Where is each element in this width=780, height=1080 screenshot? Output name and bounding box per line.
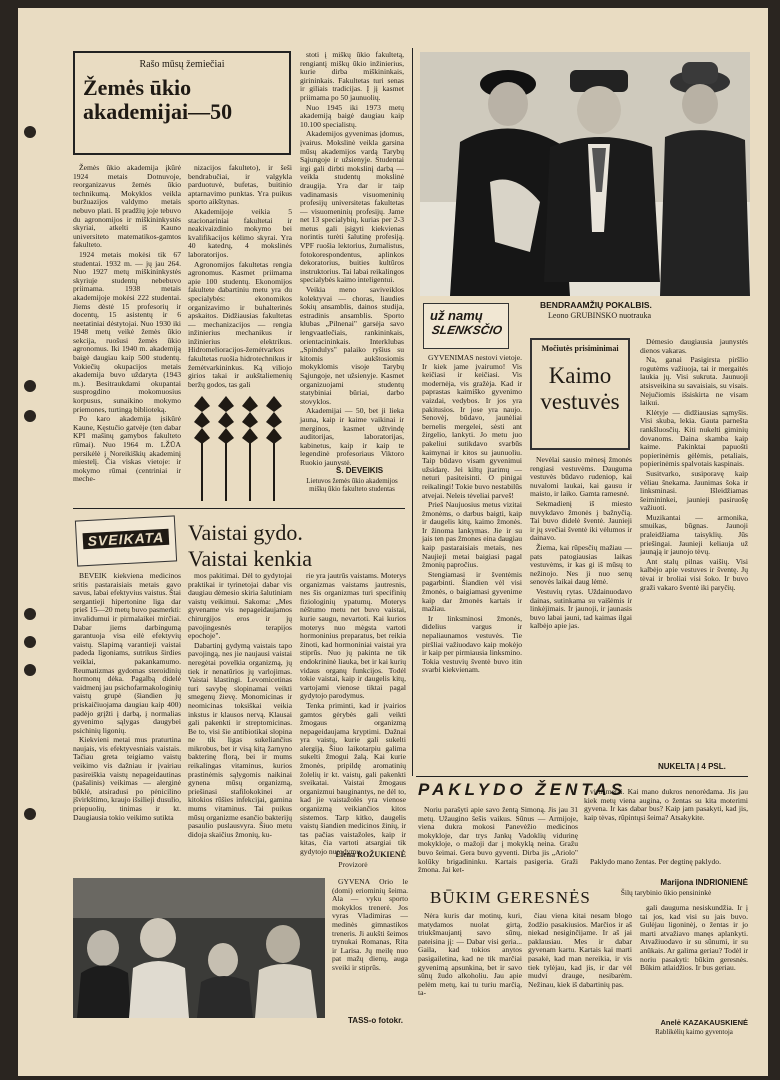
- paragraph: Noriu parašyti apie savo žentą Simoną. Jis jau 31 metų. Užaugino šešis vaikus. Sūnus — Armijoje, viena dukra mokosi Panevėžio medicinos mokykloje, dar trys Jankų Vadoklių vidurinę mokykloje, o mažoji dar į mokyklą neina. Gražu buvo šeimai. Gera buvo gyventi. Dirba jis „Ariolo" kolūky brigadininku. Kartais pasigeria. Graži žmona. Jai ket-: [418, 805, 578, 875]
- photo-caption: BENDRAAMŽIŲ POKALBIS.: [540, 300, 652, 310]
- paklydo-column-2: [584, 788, 748, 856]
- paragraph: mos pakitimai. Dėl to gydytojai praktikai ir tyrinetojai dabar vis daugiau dėmesio skiria šalutiniam vaistų veikimui. Sakoma: „Mes gyvename vis nepageidaujamos chirurgijos eros ir jų pavojingesnės terapijos epochoje".: [188, 571, 292, 641]
- paragraph: gali dauguma nesiskundžia. Ir į tai jos, kad visi su jais buvo. Gulėjau ligoninėj, o žentas ir jo marti atvažiavo manęs aplankyti. Atvažiuodavo ir su sūnumi, ir su anūkais. Ar galima geriau? Todėl ir noriu pasakyti: būkim geresnės. Būkim atlaidžios. Ir bus geriau.: [640, 903, 748, 973]
- paragraph: rie yra jautrūs vaistams. Moterys organizmas vaistams jautresnis, nes šis organizmas turi specifinių fiziologinių ypatumų. Moterys nėštumo metu net buvo vaistai, kurie saugu, nevartoti. Kai kurios moterys nuo mėgsta vartoti hormoninius preparatus, bet reikia žinoti, kad hormoniniai vaistai yra stiprūs. Nuo jų pakinta ne tik endokrininė liauka, bet ir kai kurių vidaus organų funkcijos. Todėl tokie vaistai, kaip ir daugelis kitų, vartojami vienose tiktai pagal gydytojo parodymus.: [300, 571, 406, 701]
- paragraph: Kiekvieni metai mus praturtina naujais, vis efektyvesniais vaistais. Tačiau greta teigiamo vaistų veikimo vis dažniau ir įvairiau pasireiškia vaistų nepageidautinas (pašalinis) veikimas — alerginė būklė, atsiradusi po pėnicilino įšvirkštimo, kraujo išsilieji dusulio, priepuolių, tinimas ir kt. Daugiausia tokio veikimo sutikta: [73, 735, 181, 822]
- sveikata-column-1: [73, 572, 181, 872]
- paragraph: GYVENIMAS nestovi vietoje. Ir kiek jame įvairumo! Vis keičiasi ir keičiasi. Vis modernėja, vis gražėja. Kad ir paprastas kaimiško gyvenimo vaizdai, vedybos. Ir jos yra pakitusios. Ir jose yra naujo. Senovėj, būdavo, jaunėliai bernelis mergelei, sėsti ant žirgelio, lankyti. Jo metu juo pakeliui sutikdavo svarbūs kaimynai ir kitos su jaunuoliu. Taip būdavo visam gyvenimui užsidarę. Jei kiltų įtarimų — neturi pasiteisinti. O pinigai reikalingi! Tokie buvo nestabilūs atvejai. Neleis tėveliai parveš!: [422, 353, 522, 500]
- paragraph: Dabartinį gydymą vaistais tapo pavojingą, nes jie naujausi vaistai neregėtai povelkia organizmą, jų tiek ir nenatūrios jų varlojimas. Vaistai klastingi. Levomicetinas turi savybę slopinamai veikti smegenų žievę. Monomicinas ir neomicinas toksiškai veikia inkstus ir klausos nervą. Klausai gali pakenkti ir streptomicinas. Be to, visi šie antibiotikai slopina ne tik ligas sukeliančius mikrobus, bet ir visą kitą žarnyno bakterinę florą, bei ir mums reikalingas vitaminus, kurios prastinėmis sąlygomis naikinai gynena mūsų organizmą, priešinasi stafilokokinei ar kitokios rūšies infekcijai, gamina mums vitaminus. Tai puikus mūsų organizme esančio bakterijų pasaulio puslausvyra. Šiuo metu didoja skaičius žmonių, ku-: [188, 640, 292, 839]
- sveikata-logo: [75, 515, 177, 566]
- headline-line1: Kaimo: [548, 363, 612, 388]
- bukim-column-2: [528, 912, 632, 1032]
- paklydo-signature-note: Šilų tarybinio ūkio pensininkė: [620, 888, 712, 897]
- uz-namu-logo: [423, 303, 509, 349]
- photo-children: [73, 878, 325, 1018]
- bukim-signature: Anelė KAZAKAUSKIENĖ: [660, 1018, 748, 1027]
- article-column-3: [300, 50, 404, 467]
- paragraph: Ir linksminosi žmonės, didelius vargus ir nepaliaunamos vestuvės. Tie piršliai važiuodavo kaip mokėjo ir kaip per pirmiausia linksmino. Tokia vestuvių šventė buvo itin svarbi kiekvienam.: [422, 613, 522, 675]
- sveikata-signature: Elena ROŽUKIENĖ: [335, 850, 406, 859]
- photo-elderly-men: [420, 52, 750, 296]
- bukim-column-3: [640, 904, 748, 1016]
- kaimo-vestuves-box: [530, 338, 630, 450]
- sveikata-column-2: [188, 572, 292, 872]
- kaimo-vestuves-column-1: [530, 456, 632, 774]
- article-signature: S. DEVEIKIS: [336, 466, 384, 475]
- paragraph: Nėra kuris dar motinų, kuri, matydamos nuolat girtą, triukšmaujantį savo sūnų, pateisina jį: — Dabar visi geria... Gaila, kad tokios anytos pasigailetina, kad ne tik marčiai gyvenimą apsunkina, bet ir savo sūnų žudo alkoholiu. Jau apie pelėm metų, kai tu turiu marčią, ta-: [418, 911, 522, 998]
- kaimo-vestuves-column-2: [640, 338, 748, 758]
- paragraph: Veikia meno saviveiklos kolektyvai — choras, liaudies šokių ansamblis, dainos studija, estradinis ansamblis. Sporto klubas „Pilnenai" garsėja savo lengvaatlečiais, rankininkais, orientacininkais. Interklubas „Spindulys" palaiko ryšius su kitomis aukštosiomis mokyklomis visoje Tarybų Sąjungoje, net užsienyje. Kasmet organizuojami studentų statybiniai būriai, darbo stovyklos.: [300, 285, 404, 406]
- paragraph: Dėmesio daugiausia jaunystės dienos vakaras.: [640, 337, 748, 355]
- paragraph: Klėtyje — didžiausias sąmyšis. Visi skuba, lekia. Gauta parnešta rankšluosčių. Kiti nukelti giminių dovanoms. Daina skamba kaip kaime. Pakinktai papuošti popierinėmis gėlėmis, petaliais, popierinėmis spalvotais kaspinais.: [640, 407, 748, 469]
- bukim-signature-note: Rablikėlių kaimo gyventoja: [655, 1028, 733, 1036]
- logo-text: SVEIKATA: [83, 529, 170, 549]
- paragraph: virti metai. Kai mano dukros nenorėdama. Jis jau kiek metų viena augina, o žentas su kita moterimi gyvena. Ir kas dabar bus? Kaip jam pasakyti, kad jis, kaip tėvas, rūpintųsi šeima? Atsakykite.: [584, 787, 748, 822]
- bukim-headline: BŪKIM GERESNĖS: [430, 888, 591, 907]
- headline-line1: Žemės ūkio: [83, 75, 192, 100]
- binder-hole: [24, 126, 36, 138]
- section-divider: [416, 776, 748, 777]
- logo-line2: SLENKSČIO: [430, 323, 504, 337]
- headline-line2: Vaistai kenkia: [188, 546, 313, 571]
- article-signature-note: Lietuvos žemės ūkio akademijos miškų ūkio fakulteto studentas: [306, 477, 398, 493]
- binder-hole: [24, 636, 36, 648]
- wheat-ornament-icon: [188, 396, 292, 501]
- paragraph: Susitvarko, susiporavę kaip vėliau šnekama. Jaunimas šoka ir linksminasi. Išleidžiamas šeimininkei, jaunieji pasiruošę važiuoti.: [640, 468, 748, 513]
- paragraph: Akademijos gyvenimas įdomus, įvairus. Mokslinė veikla garsina mūsų akademijos vardą Tarybų Sąjungoje ir užsienyje. Studentai irgi gali dirbti mokslinį darbą — veikla studentų mokslinė draugija. Yra dar ir taip vadinamasis visuomeninių profesijų universitetas fakultetas — visuomeninių profesijų. Jame net 13 specialybių, kurias per 2-3 metus gali įsigyti kiekvienas norintis turėti šalutinę profesiją. VPF ruošia lektorius, žurnalistus, fotokorespondentus, aplinkos dekoratorius, buities kultūros instruktorius. Tai labai reikalingos specialybės kaimo inteligentui.: [300, 129, 404, 285]
- paragraph: BEVEIK kiekviena medicinos sritis pastaraisiais metais gavo savus, labai efektyvius vaistus. Štai sergantieji hipertonine liga dar prieš 15—20 metų buvo pasmerkti: invalidumui ir pirmalaikei mirčiai. Dabar jiems darbingumą garantuoja visa eilė efektyvių vaistų. Slapimą varantieji vaistai padeda ligoniams, sutrikus širdies veiklai, pakankamumo. Reumatizmas gydomas steroidinių hormonų dėka. Pagalbą didelė vaidmenį jau psichofarmakologinių vaistų grupė (šiandien jų priskaičiuojama daugiau kaip 400) padėjo grįžti į darbą, į normalias gyvenimo sąlygas daugybei psichinių ligonių.: [73, 571, 181, 735]
- binder-hole: [24, 664, 36, 676]
- paragraph: stoti į miškų ūkio fakultetą, rengiantį miškų ūkio inžinierius, kurie dirba miškininkais, girininkais. Fakultetas turi senas ir giliais tradicijas. Į jį kasmet priimama po 50 jaunuolių.: [300, 50, 404, 102]
- gyvena-orio-text: [332, 878, 408, 1014]
- paklydo-signature: Marijona INDRIONIENĖ: [660, 878, 748, 887]
- paragraph: Po karo akademija įsikūrė Kaune, Kęstučio gatvėje (ten dabar KPI mašinų gamybos fakulteto rūmai). Nuo 1964 m. LŽŪA persikėlė į Noreikiškių akademinį miestelį. Čia viskas vietoje: ir mokymo rūmai (centriniai ir meche-: [73, 414, 181, 484]
- newspaper-page: [18, 8, 768, 1076]
- logo-line1: už namų: [430, 308, 483, 323]
- kicker: Rašo mūsų žemiečiai: [139, 59, 225, 70]
- paragraph: Na, ganai Pasigirsta piršlio rogutėms važiuoja, tai ir mergaitės laukia jų. Visi sukruta. Jaunuoji atsisveikina su savaisiais, su visais. Nejučiomis išsiskirta ne visam laikui.: [640, 355, 748, 408]
- paragraph: Muzikantai — armonika, smuikas, būgnas. Jaunoji praleidžiama taisyklių. Jūs priešingai. Jaunieji keliauja už jaunąją ir jaunojo tėvų.: [640, 512, 748, 557]
- article-column-1: [73, 164, 181, 504]
- kicker: Močiutės prisiminimai: [541, 344, 619, 353]
- headline-line2: akademijai—50: [83, 99, 233, 124]
- section-divider: [73, 508, 405, 509]
- photo-image: [73, 878, 325, 1018]
- binder-hole: [24, 608, 36, 620]
- paragraph: Nuo 1945 iki 1973 metų akademiją baigė daugiau kaip 10.100 specialistų.: [300, 102, 404, 129]
- paragraph: čiau viena kitai nesam blogo žodžio pasakiusios. Marčios ir aš niekad nesiginčijame. Ir aš jai paklausiau. Mes ir dabar gyvenam kartu. Kartais kai marti pasakė, kad man nereikia, ir vis tiek tylėjau, kad jis, ir dar vėl mudvi drauge, nesibarėm. Nežinau, kiek iš dabartinių pas.: [528, 911, 632, 989]
- paragraph: Vestuvių rytas. Uždainuodavo dainas, sutinkama su vaišėmis ir linkėjimais. Ir jaunoji, ir jaunasis buvo labai jauni, tad kaimas ilgai kalbėjo apie jas.: [530, 586, 632, 631]
- bukim-column-1: [418, 912, 522, 1032]
- paragraph: 1924 metais mokėsi tik 67 studentai. 1932 m. — jų jau 264. Nuo 1927 metų miškininkystės skyriuje studentų nebebuvo priimama. 1938 metais akademijoje mokėsi 222 studentai. Jiems dėstė 15 profesorių ir docentų, 15 asistentų ir 6 neetatiniai dėstytojai. Nuo 1930 iki 1948 metų veikė žemės ūkio sekcija, ruošusi žemės ūkio agronomus. Iki 1940 m. akademiją baigė daugiau kaip 500 studentų. Vokiečių okupacijos metais akademija buvo uždaryta (1943 m.). Besitraukdami okupantai susprogdino mokomuosius korpusus, sunaikino mokymo priemones, turtingą biblioteką.: [73, 249, 181, 414]
- headline-line2: vestuvės: [540, 389, 620, 414]
- article-column-2: [188, 164, 292, 394]
- sveikata-signature-note: Provizorė: [338, 860, 368, 869]
- paragraph: nizacijos fakulteto), ir šeši bendrabučiai, ir valgykla parduotuvė, bufetas, buitinio aptarnavimo punktas. Yra puikus sporto aikštynas.: [188, 163, 292, 207]
- column-divider: [412, 48, 413, 776]
- headline-box: [73, 51, 291, 155]
- paragraph: Nevėlai sausio mėnesį žmonės rengiasi vestuvėms. Dauguma vestuvės būdavo rudeniop, kai nuvalomi laukai, kai gausu ir maisto, ir laiko. Gamta ramesnė.: [530, 455, 632, 499]
- binder-hole: [24, 380, 36, 392]
- photo-credit: Leono GRUBINSKO nuotrauka: [548, 311, 652, 320]
- paklydo-column-1: [418, 806, 578, 886]
- paragraph: Žiema, kai rūpesčių mažiau — pats patogiausias laikas vestuvėms, ir kas gi iš mūsų to nežinojo. Nes ji nuo senų senovės laikai daug lėmė.: [530, 542, 632, 587]
- paragraph: Ant stalų pilnas vaišių. Visi kalbėjo apie vestuves ir šventę. Jų tėvai ir broliai visi šoko. Ir buvo graži vakaro šventė iki paryčių.: [640, 556, 748, 592]
- paragraph: Žemės ūkio akademija įkūrė 1924 metais Dotnuvoje, reorganizavus žemės ūkio technikumą. Mokyklos veikla buržuazijos valdymo metais nebuvo plati. Iš pradžių joje tebuvo du agronomijos ir miškininkystės skyriai, atkelti iš Kauno universiteto matematikos-gamtos fakulteto.: [73, 163, 181, 250]
- paragraph: Stengiamasi ir šventėmis pagarbinti. Šiandien vėl visi žmonės, o baigiamasi gyvenime kaip dar žmonės kartais ir mažiau.: [422, 569, 522, 614]
- paragraph: Prieš Naujuosius metus vizitai žmonėms, o darbus baigti, kaip ir daugelis kitų, kaimo žmonės. Ir žinoma lankymas. Jie ir su jais ten pas žmones eina daugiau kaip pastaraisiais metais, nes Naujieji metai baigiasi pagal žmonių papročius.: [422, 500, 522, 570]
- headline-line1: Vaistai gydo.: [188, 520, 303, 545]
- binder-hole: [24, 808, 36, 820]
- paragraph: GYVENA Orio le (domi) eriominių šeima. Ala — vyku sporto mokyklos trenerė. Jos vyras Vladimiras — medinės gimnastikos treneris. Ji aukšti šeimos trynukai Romanas, Rita ir Larisa. Jų meilę nuo pat mažų dienų, auga sveiki ir stiprūs.: [332, 877, 408, 972]
- paragraph: Paklydo mano žentas. Per degtinę paklydo.: [590, 857, 721, 866]
- paragraph: Sekmadienį iš miesto nuvykdavo žmonės į bažnyčią. Tai buvo didelė šventė. Jaunieji ir jų svečiai šventė iki vėlumos ir dainavo.: [530, 498, 632, 543]
- sveikata-headline: [188, 520, 312, 572]
- paklydo-note: [584, 858, 748, 876]
- paragraph: Akademijai — 50, bet ji lieka jauna, kaip ir kaime vaikinai ir merginos, kasmet užtvindę auditorijas, laboratorijas, kabinetus, kaip ir kaip te legendinė profesoriaus Viktoro Ruokio jaunystė.: [300, 406, 404, 467]
- binder-hole: [24, 410, 36, 422]
- paragraph: Akademijoje veikia 5 stacionariniai fakultetai ir neakivaizdinio mokymo bei kvalifikacijos kėlimo skyrai. Yra 40 katedrų, 4 mokslinės laboratorijos.: [188, 206, 292, 259]
- uz-namu-column: [422, 354, 522, 774]
- paklydo-headline: PAKLYDO ŽENTAS: [418, 780, 627, 799]
- paragraph: Tenka priminti, kad ir įvairios gamtos gėrybės gali veikti žmogaus organizmą nepageidaujama kryptimi. Dažnai yra vaistų, kurie gali sukelti alergiją. Šiuo laikotarpiu galima sukelti žmogui žalą. Kai kurie žmonės, pripildę aromatinių žolelių ir kt. vaistų, gali pakenkti sveikatai. Vaistai žmogaus organizmui bauginantys, ne dėl to, kad jie vaistažolės yra vienose organizmą veikiančios kitos sistemos. Tarp kitko, daugelis vaistų šiandien medicinos žinių, ir tas pačias vaistažoles, kaip ir kitas, čia vartoti atsargiai tik gydytojo nurodymu.: [300, 700, 406, 856]
- photo-credit: TASS-o fotokr.: [348, 1016, 403, 1025]
- photo-image: [420, 52, 750, 296]
- paragraph: Agronomijos fakultetas rengia agronomus. Kasmet priimama apie 100 studentų. Ekonomijos fakultete dabartiniu metu yra du specialybės: ekonomikos organizavimo ir buhalterinės apskaitos. Didžiausias fakultetas — mechanizacijos — rengia inžinierius mechanikus ir inžinierius elektrikus. Hidromelioracijos-žemėtvarkos fakultetas ruošia hidrotechnikus ir žemėtvarkininkus. Ką viliojo girios takai ir aukštaliemenių beržų godos, tas gali: [188, 259, 292, 389]
- continued-note: NUKELTA Į 4 PSL.: [658, 762, 726, 771]
